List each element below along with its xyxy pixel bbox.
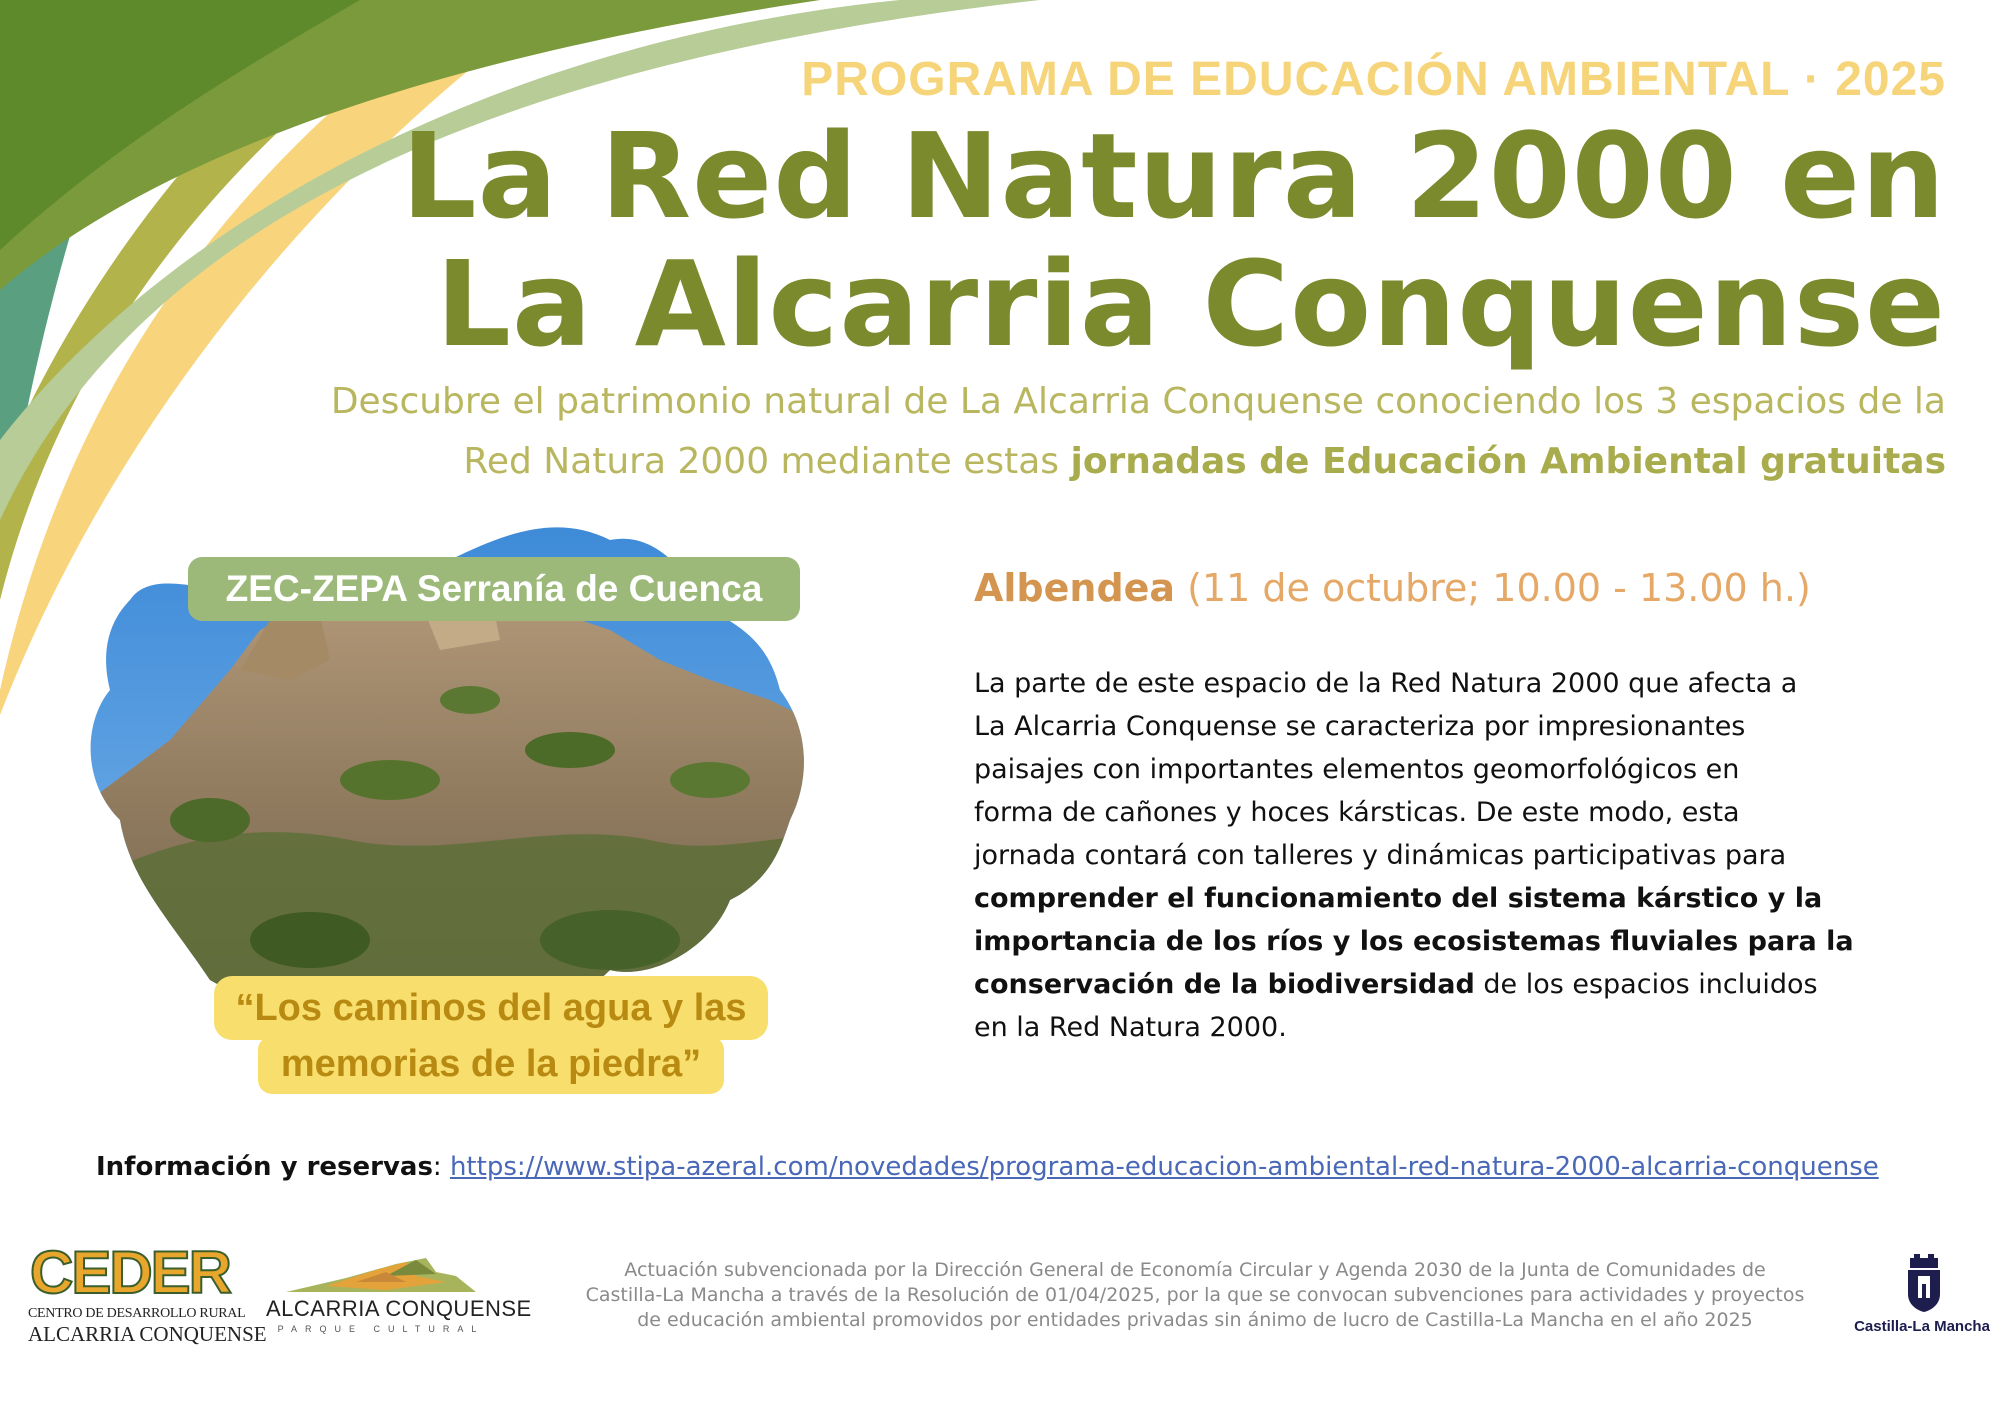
info-label: Información y reservas: [96, 1152, 433, 1182]
zec-zepa-badge: ZEC-ZEPA Serranía de Cuenca: [188, 557, 800, 621]
desc-line-4: forma de cañones y hoces kársticas. De este modo, esta: [974, 797, 1740, 828]
title-line-2: La Alcarria Conquense: [435, 235, 1946, 373]
subtitle-line-2: [331, 432, 1946, 492]
event-place: Albendea: [974, 566, 1176, 610]
desc-line-2: La Alcarria Conquense se caracteriza por impresionantes: [974, 711, 1746, 742]
desc-bold-8: conservación de la biodiversidad: [974, 969, 1475, 1000]
event-heading: [974, 566, 1811, 610]
notice-line-3: de educación ambiental promovidos por entidades privadas sin ánimo de lucro de Castilla-La Mancha en el año 2025: [637, 1309, 1753, 1331]
desc-line-3: paisajes con importantes elementos geomorfológicos en: [974, 754, 1740, 785]
event-description: [974, 662, 1874, 1049]
subtitle: [331, 372, 1946, 492]
title-line-1: La Red Natura 2000 en: [401, 107, 1946, 245]
desc-line-1: La parte de este espacio de la Red Natura 2000 que afecta a: [974, 668, 1798, 699]
notice-line-1: Actuación subvencionada por la Dirección General de Economía Circular y Agenda 2030 de la Junta de Comunidades de: [624, 1259, 1766, 1281]
ceder-name: ALCARRIA CONQUENSE: [28, 1322, 267, 1346]
notice-line-2: Castilla-La Mancha a través de la Resolución de 01/04/2025, por la que se convocan subvenciones para actividades y proyectos: [585, 1284, 1805, 1306]
landscape-icon: [286, 1256, 476, 1294]
program-overline: PROGRAMA DE EDUCACIÓN AMBIENTAL · 2025: [801, 53, 1946, 106]
desc-rest-8: de los espacios incluidos: [1474, 969, 1818, 1000]
event-schedule: (11 de octubre; 10.00 - 13.00 h.): [1175, 566, 1811, 610]
desc-bold-7: importancia de los ríos y los ecosistemas fluviales para la: [974, 926, 1854, 957]
desc-line-8: [974, 963, 1874, 1006]
alcarria-logo-name: ALCARRIA CONQUENSE: [266, 1296, 532, 1321]
clm-logo-name: Castilla-La Mancha: [1854, 1318, 1990, 1335]
desc-line-9: en la Red Natura 2000.: [974, 1012, 1287, 1043]
castle-shield-icon: [1904, 1254, 1944, 1314]
ceder-subtitle: CENTRO DE DESARROLLO RURAL: [28, 1306, 246, 1321]
desc-line-7: [974, 920, 1874, 963]
page-title: [401, 107, 1946, 373]
subtitle-prefix: Red Natura 2000 mediante estas: [463, 441, 1071, 482]
subtitle-line-1: Descubre el patrimonio natural de La Alcarria Conquense conociendo los 3 espacios de la: [330, 381, 1946, 422]
funding-notice: [540, 1258, 1850, 1333]
quote-line-1: “Los caminos del agua y las: [214, 976, 768, 1040]
alcarria-logo-sub: PARQUE CULTURAL: [277, 1324, 485, 1334]
info-reservations: [96, 1152, 1879, 1182]
reservations-link[interactable]: https://www.stipa-azeral.com/novedades/programa-educacion-ambiental-red-natura-2000-alcarria-conquense: [449, 1152, 1879, 1182]
desc-line-5: jornada contará con talleres y dinámicas participativas para: [974, 840, 1787, 871]
desc-bold-6: comprender el funcionamiento del sistema kárstico y la: [974, 883, 1823, 914]
info-separator: :: [432, 1152, 450, 1182]
quote-line-2: memorias de la piedra”: [258, 1036, 724, 1094]
ceder-logo-word: CEDER: [29, 1239, 231, 1306]
subtitle-bold: jornadas de Educación Ambiental gratuitas: [1070, 441, 1946, 482]
desc-line-6: [974, 877, 1874, 920]
